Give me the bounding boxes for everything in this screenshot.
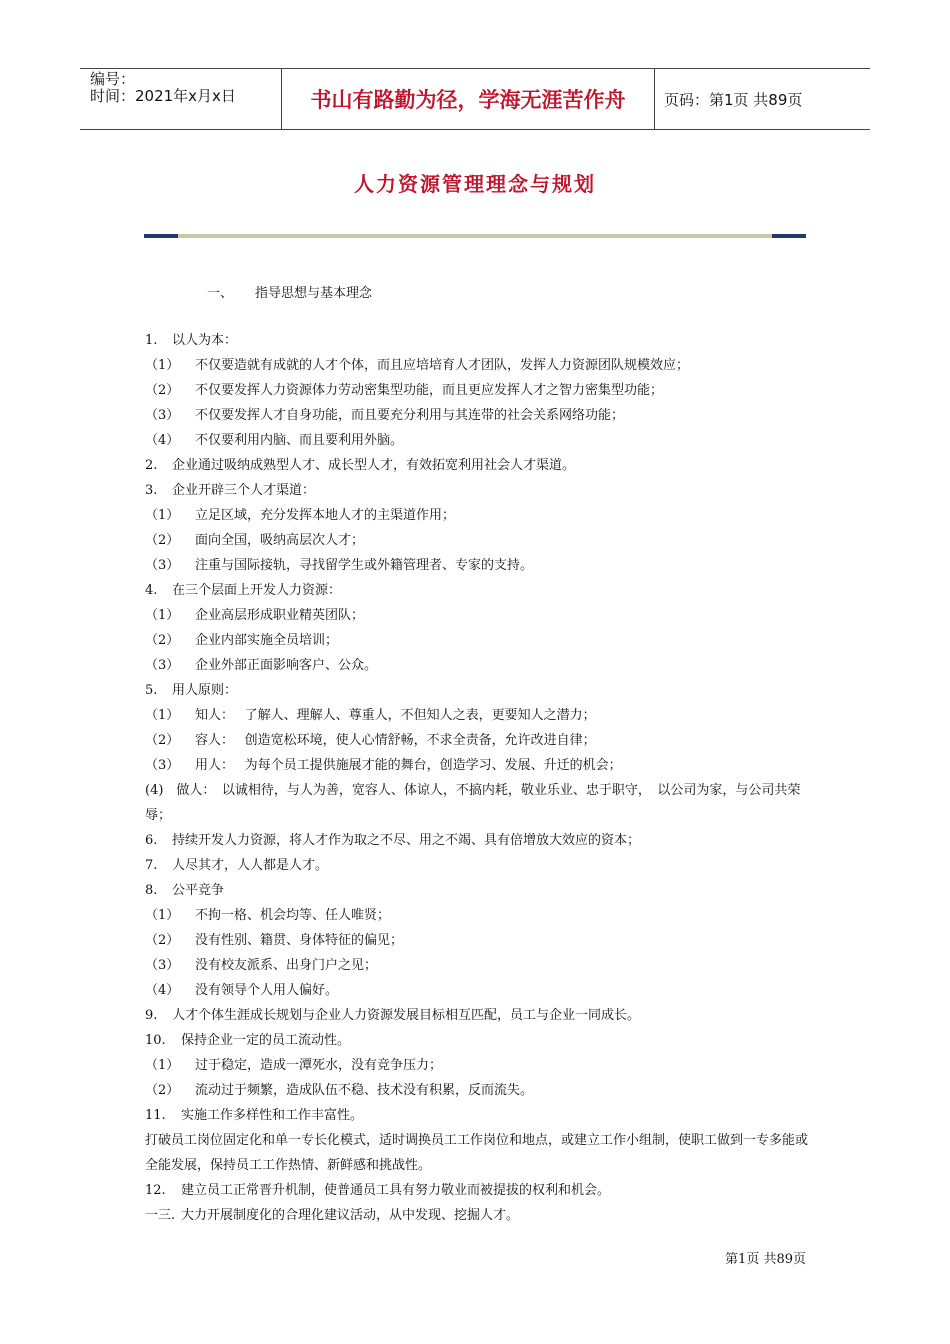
item-text: 立足区域，充分发挥本地人才的主渠道作用； — [195, 508, 456, 523]
item-text: 以人为本： — [172, 333, 238, 348]
section-number: 一、 — [207, 286, 234, 301]
divider-left-accent — [144, 234, 178, 238]
item-number: （2） — [145, 933, 180, 948]
document-title: 人力资源管理理念与规划 — [354, 172, 596, 196]
item-text: 知人： 了解人、理解人、尊重人，不但知人之表，更要知人之潜力； — [195, 708, 596, 723]
item-number: （3） — [145, 958, 180, 973]
item-text: 注重与国际接轨，寻找留学生或外籍管理者、专家的支持。 — [195, 558, 534, 573]
list-item — [145, 378, 810, 403]
item-text: 实施工作多样性和工作丰富性。 — [181, 1108, 364, 1123]
item-text: 容人： 创造宽松环境，使人心情舒畅，不求全责备，允许改进自律； — [195, 733, 596, 748]
paragraph-item-5-4: (4) 做人： 以诚相待，与人为善，宽容人、体谅人，不搞内耗，敬业乐业、忠于职守， 以公司为家，与公司共荣辱； — [145, 783, 801, 823]
item-text: 面向全国，吸纳高层次人才； — [195, 533, 365, 548]
item-number: 12. — [145, 1183, 166, 1198]
list-item — [145, 353, 810, 378]
item-number: （1） — [145, 1058, 180, 1073]
item-text: 人才个体生涯成长规划与企业人力资源发展目标相互匹配，员工与企业一同成长。 — [172, 1008, 641, 1023]
header-page-label: 页码：第1页 共89页 — [664, 90, 803, 109]
item-number: （4） — [145, 983, 180, 998]
list-item — [145, 878, 810, 903]
item-number: （1） — [145, 908, 180, 923]
item-number: 3. — [145, 483, 158, 498]
date-label: 时间：2021年x月x日 — [90, 87, 236, 105]
item-text: 不仅要发挥人才自身功能，而且要充分利用与其连带的社会关系网络功能； — [195, 408, 625, 423]
item-text: 用人原则： — [172, 683, 238, 698]
list-part-b — [145, 828, 810, 1128]
list-item — [145, 1053, 810, 1078]
list-item — [145, 953, 810, 978]
list-item — [145, 328, 810, 353]
list-item — [145, 1103, 810, 1128]
item-text: 保持企业一定的员工流动性。 — [181, 1033, 351, 1048]
item-number: 7. — [145, 858, 158, 873]
item-number: 4. — [145, 583, 158, 598]
item-text: 企业开辟三个人才渠道： — [172, 483, 316, 498]
header-motto: 书山有路勤为径，学海无涯苦作舟 — [281, 69, 655, 129]
list-item — [145, 1078, 810, 1103]
item-number: （2） — [145, 1083, 180, 1098]
list-item — [145, 678, 810, 703]
item-number: （1） — [145, 508, 180, 523]
item-number: 8. — [145, 883, 158, 898]
item-text: 不仅要发挥人力资源体力劳动密集型功能，而且更应发挥人才之智力密集型功能； — [195, 383, 664, 398]
section-heading — [207, 282, 372, 301]
item-text: 没有领导个人用人偏好。 — [195, 983, 339, 998]
list-item — [145, 903, 810, 928]
item-number: （3） — [145, 408, 180, 423]
item-number: （2） — [145, 383, 180, 398]
list-item — [145, 578, 810, 603]
section-title: 指导思想与基本理念 — [255, 286, 373, 301]
item-text: 不仅要利用内脑、而且要利用外脑。 — [195, 433, 404, 448]
list-item — [145, 928, 810, 953]
list-item — [145, 828, 810, 853]
item-number: （1） — [145, 608, 180, 623]
item-number: 2. — [145, 458, 158, 473]
divider-right-accent — [772, 234, 806, 238]
page-footer: 第1页 共89页 — [725, 1252, 806, 1267]
list-item — [145, 1028, 810, 1053]
item-number: （1） — [145, 708, 180, 723]
list-item — [145, 1003, 810, 1028]
item-text: 企业内部实施全员培训； — [195, 633, 339, 648]
header-meta — [80, 69, 290, 131]
list-item — [145, 628, 810, 653]
item-number: （3） — [145, 758, 180, 773]
list-item — [145, 1178, 810, 1203]
list-item — [145, 553, 810, 578]
list-item — [145, 528, 810, 553]
item-text: 企业外部正面影响客户、公众。 — [195, 658, 378, 673]
list-item — [145, 753, 810, 778]
list-item — [145, 853, 810, 878]
item-number: 5. — [145, 683, 158, 698]
item-text: 过于稳定，造成一潭死水，没有竞争压力； — [195, 1058, 443, 1073]
item-text: 不仅要造就有成就的人才个体，而且应培培育人才团队，发挥人力资源团队规模效应； — [195, 358, 690, 373]
list-item — [145, 728, 810, 753]
item-text: 人尽其才，人人都是人才。 — [172, 858, 329, 873]
item-number: （1） — [145, 358, 180, 373]
list-item — [145, 603, 810, 628]
title-divider — [144, 234, 806, 238]
item-number: （2） — [145, 733, 180, 748]
item-text: 在三个层面上开发人力资源： — [172, 583, 342, 598]
paragraph-item-11: 打破员工岗位固定化和单一专长化模式，适时调换员工工作岗位和地点，或建立工作小组制，使职工做到一专多能或全能发展，保持员工工作热情、新鲜感和挑战性。 — [145, 1133, 809, 1173]
list-item — [145, 453, 810, 478]
list-item — [145, 978, 810, 1003]
list-item — [145, 1203, 810, 1228]
list-item — [145, 703, 810, 728]
item-text: 建立员工正常晋升机制，使普通员工具有努力敬业而被提拔的权利和机会。 — [181, 1183, 611, 1198]
item-number: 6. — [145, 833, 158, 848]
document-body — [145, 328, 810, 1228]
item-text: 没有校友派系、出身门户之见； — [195, 958, 378, 973]
item-number: 11. — [145, 1108, 166, 1123]
item-text: 不拘一格、机会均等、任人唯贤； — [195, 908, 391, 923]
item-number: 一三. — [145, 1208, 176, 1223]
list-part-a — [145, 328, 810, 778]
item-text: 没有性别、籍贯、身体特征的偏见； — [195, 933, 404, 948]
item-number: （3） — [145, 658, 180, 673]
item-number: （2） — [145, 633, 180, 648]
code-label: 编号： — [90, 70, 136, 88]
item-number: 1. — [145, 333, 158, 348]
item-text: 流动过于频繁，造成队伍不稳、技术没有积累，反而流失。 — [195, 1083, 534, 1098]
list-item — [145, 403, 810, 428]
list-item — [145, 428, 810, 453]
item-text: 持续开发人力资源，将人才作为取之不尽、用之不竭、具有倍增放大效应的资本； — [172, 833, 641, 848]
item-number: （2） — [145, 533, 180, 548]
item-text: 公平竞争 — [172, 883, 225, 898]
item-text: 企业高层形成职业精英团队； — [195, 608, 365, 623]
item-number: 9. — [145, 1008, 158, 1023]
list-item — [145, 478, 810, 503]
item-number: （4） — [145, 433, 180, 448]
list-item — [145, 653, 810, 678]
item-text: 用人： 为每个员工提供施展才能的舞台，创造学习、发展、升迁的机会； — [195, 758, 622, 773]
item-text: 企业通过吸纳成熟型人才、成长型人才，有效拓宽利用社会人才渠道。 — [172, 458, 576, 473]
header-table — [80, 68, 870, 130]
list-part-c — [145, 1178, 810, 1228]
list-item — [145, 503, 810, 528]
item-number: （3） — [145, 558, 180, 573]
item-number: 10. — [145, 1033, 166, 1048]
item-text: 大力开展制度化的合理化建议活动，从中发现、挖掘人才。 — [181, 1208, 520, 1223]
